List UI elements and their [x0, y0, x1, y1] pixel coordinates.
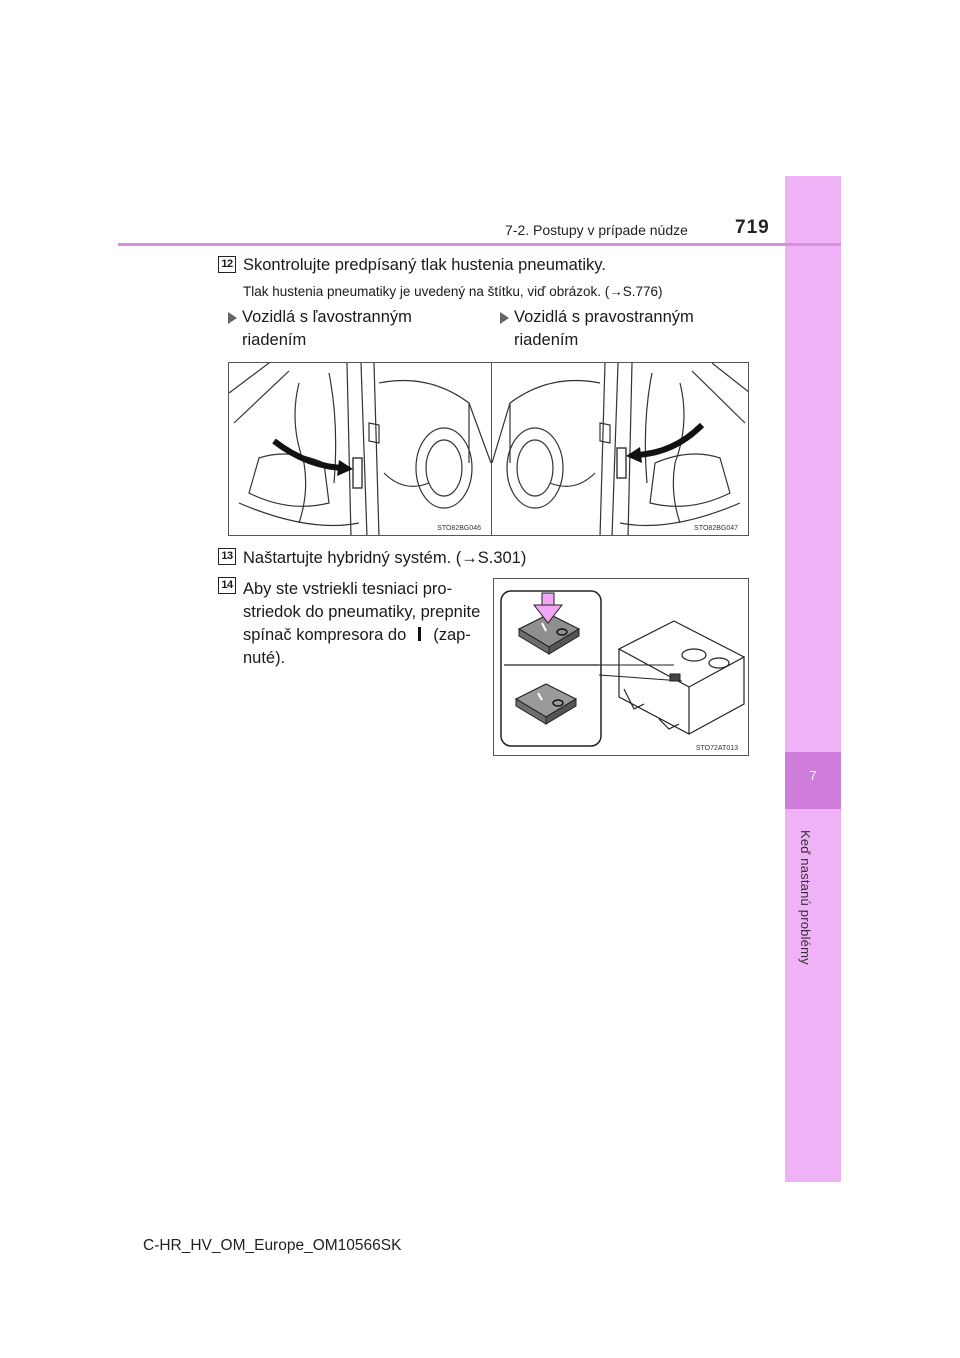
step-13-text: Naštartujte hybridný systém. (→S.301): [243, 549, 527, 567]
switch-on-symbol-icon: [418, 627, 421, 641]
figure-code: STO82BG046: [437, 525, 481, 532]
step-12-badge: 12: [218, 256, 236, 273]
step-13-badge: 13: [218, 548, 236, 565]
step-14-badge: 14: [218, 577, 236, 594]
rhd-caption-line2: riadením: [514, 331, 579, 349]
step-14-line4: nuté).: [243, 649, 286, 667]
rhd-caption: [500, 306, 694, 352]
step-12-title: Skontrolujte predpísaný tlak hustenia pneumatiky.: [243, 256, 606, 274]
car-door-pillar-illustration: [229, 363, 492, 536]
lhd-caption: [228, 306, 412, 352]
figure-compressor-switch: [493, 578, 749, 756]
bullet-triangle-icon: [500, 312, 509, 324]
chapter-title: Keď nastanú problémy: [798, 830, 813, 965]
chapter-number: 7: [809, 768, 817, 783]
document-id: C-HR_HV_OM_Europe_OM10566SK: [143, 1237, 402, 1254]
step-14-line2: striedok do pneumatiky, prepnite: [243, 603, 481, 621]
figure-lhd-door-label: [228, 362, 492, 536]
lhd-caption-line1: Vozidlá s ľavostranným: [242, 308, 412, 326]
chapter-sidebar: [785, 176, 841, 1182]
figure-code: STO82BG047: [694, 525, 738, 532]
step-14-line3b: (zap-: [433, 626, 471, 644]
lhd-caption-line2: riadením: [242, 331, 307, 349]
compressor-switch-illustration: [494, 579, 749, 756]
step-14-line3a: spínač kompresora do: [243, 626, 407, 644]
figure-rhd-door-label: [491, 362, 749, 536]
section-title: 7-2. Postupy v prípade núdze: [505, 222, 688, 238]
figure-code: STO72AT013: [695, 745, 738, 752]
header-rule: [118, 243, 841, 246]
step-14-text: [243, 578, 487, 670]
rhd-caption-line1: Vozidlá s pravostranným: [514, 308, 694, 326]
step-14-line3: [243, 624, 487, 647]
step-12-note: Tlak hustenia pneumatiky je uvedený na štítku, viď obrázok. (→S.776): [243, 284, 663, 299]
step-14-line1: Aby ste vstriekli tesniaci pro-: [243, 580, 453, 598]
bullet-triangle-icon: [228, 312, 237, 324]
car-door-pillar-illustration: [492, 363, 749, 536]
page-number: 719: [735, 217, 770, 238]
